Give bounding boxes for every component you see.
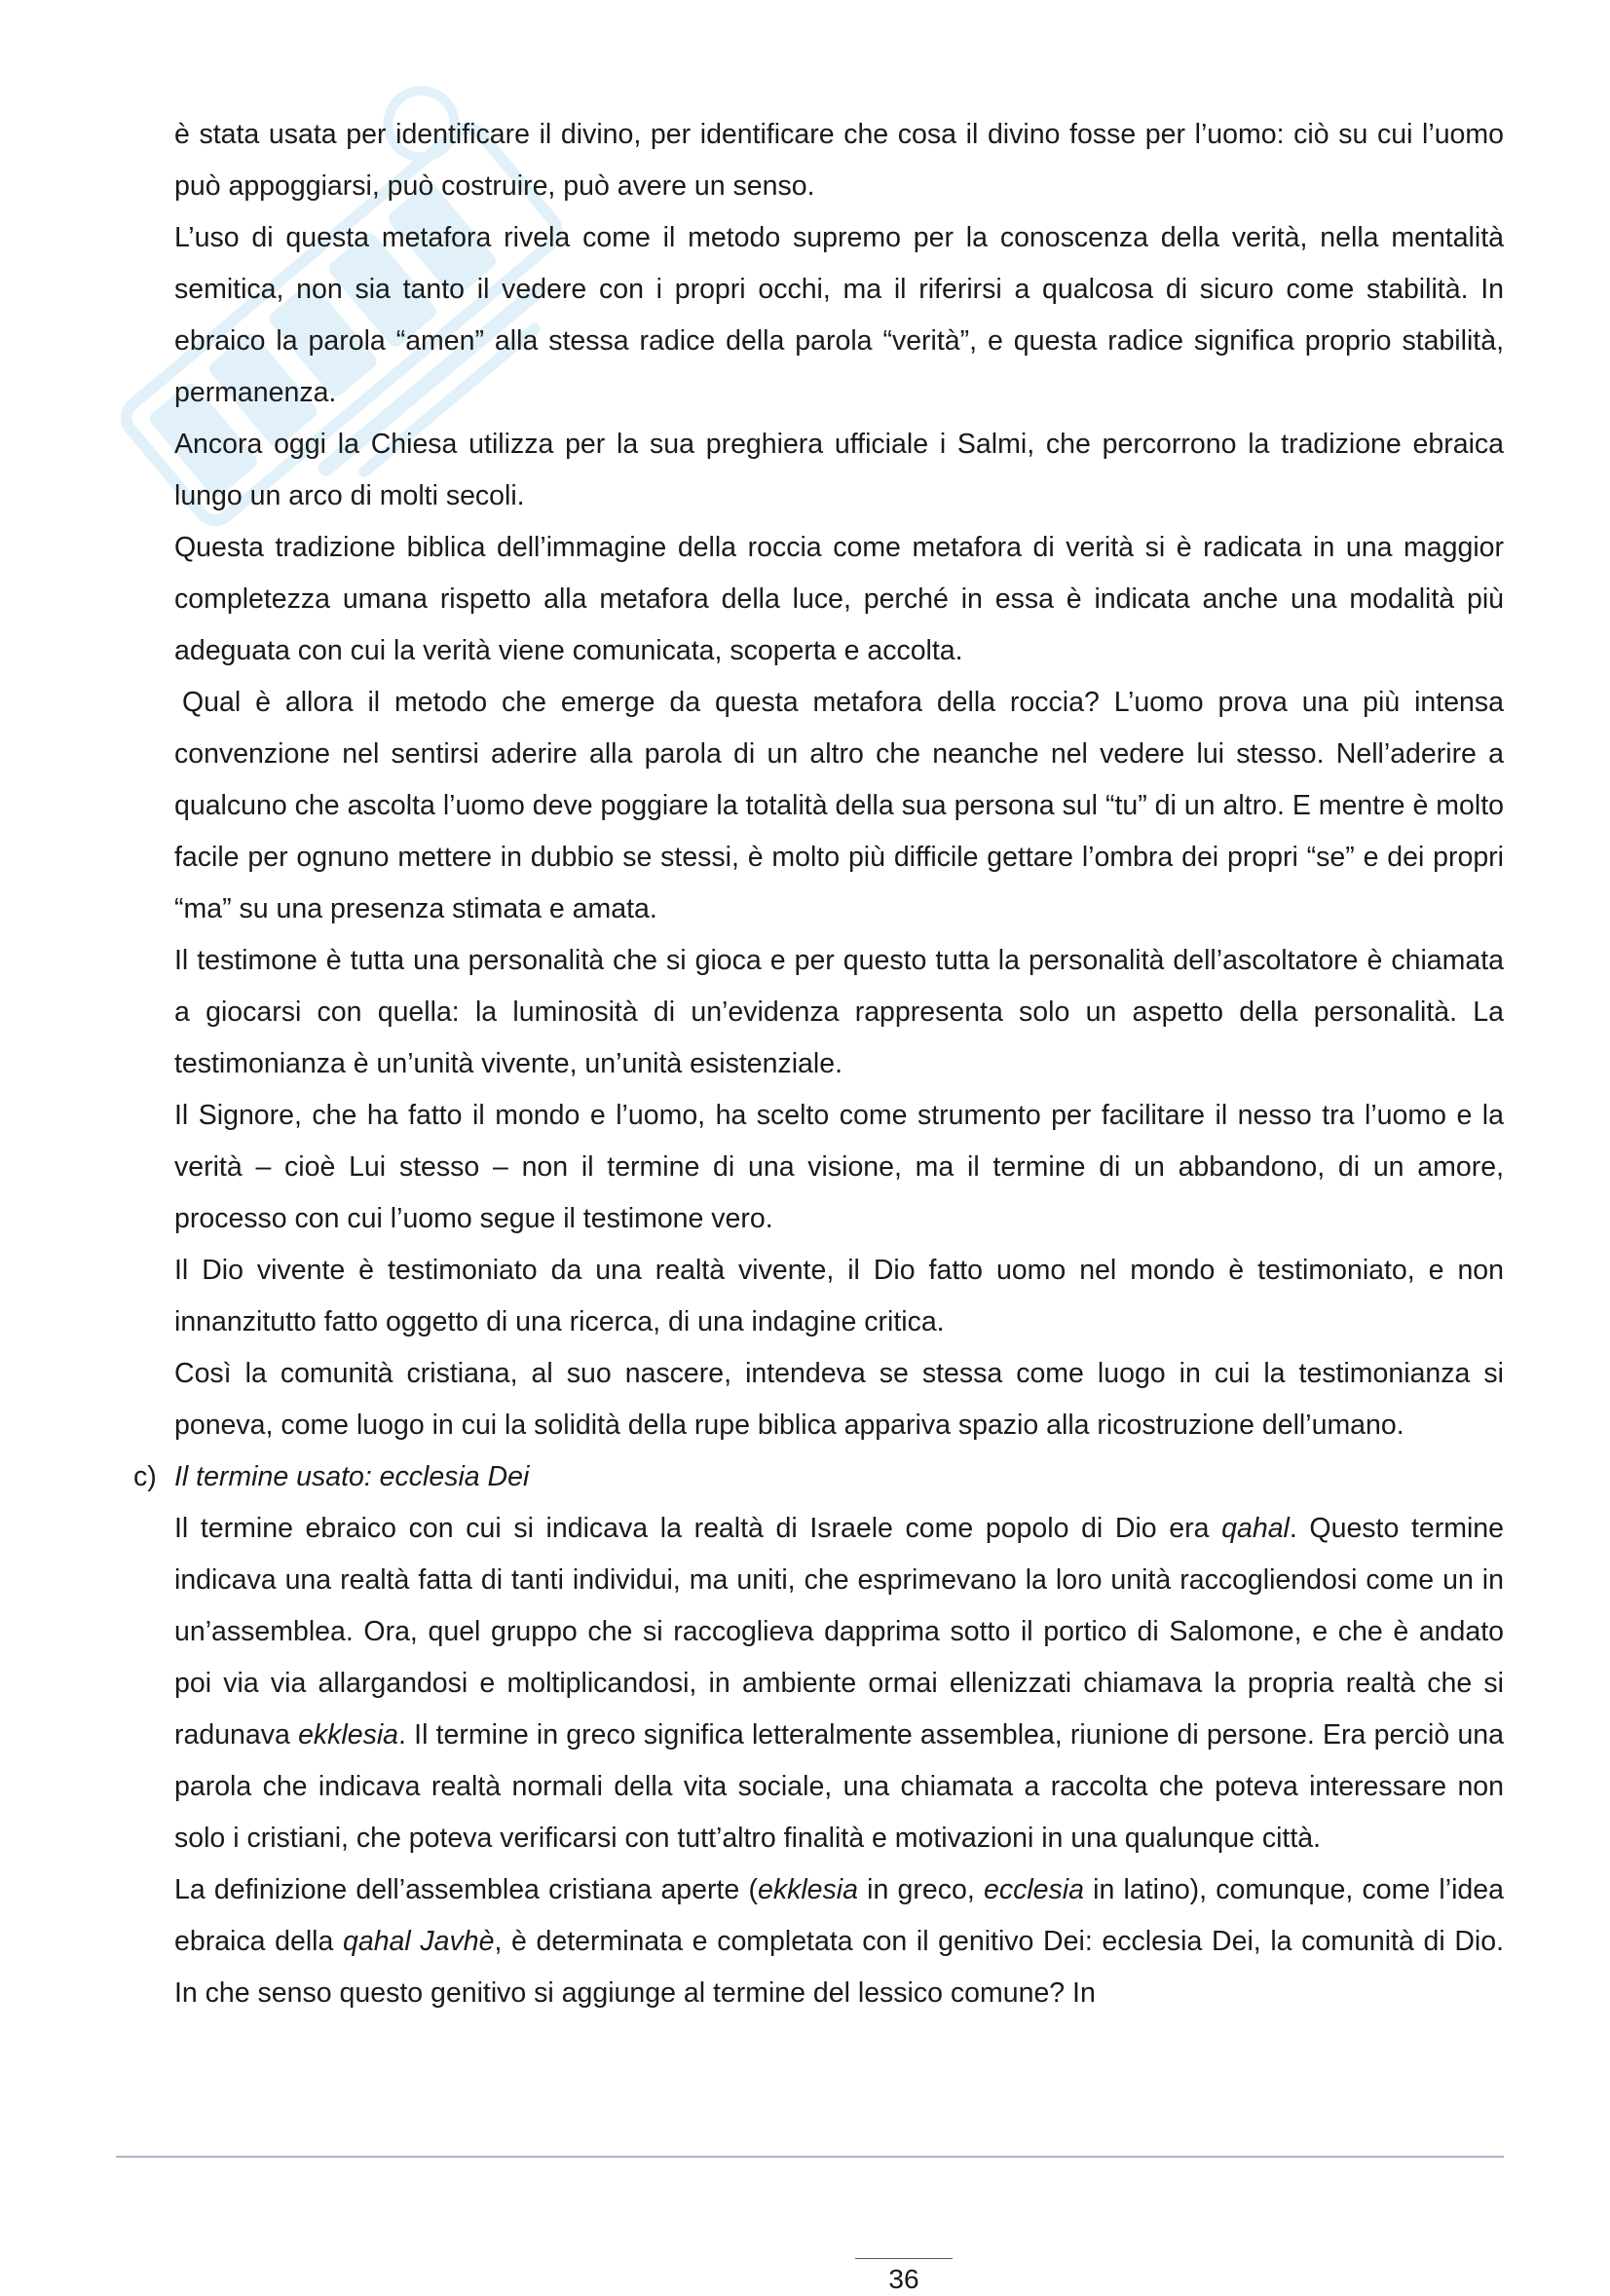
footer-divider bbox=[116, 2156, 1504, 2158]
paragraph bbox=[174, 1864, 1504, 2019]
page-number-rule bbox=[855, 2258, 953, 2259]
italic-term: qahal Javhè bbox=[343, 1926, 495, 1957]
paragraph bbox=[174, 1503, 1504, 1864]
italic-term: qahal bbox=[1221, 1513, 1290, 1544]
text-run: in latino), comunque, come l’idea ebraica della bbox=[174, 1874, 1504, 1957]
text-run: La definizione dell’assemblea cristiana aperte ( bbox=[174, 1874, 758, 1905]
page-number: 36 bbox=[888, 2264, 919, 2294]
paragraph: Il Dio vivente è testimoniato da una realtà vivente, il Dio fatto uomo nel mondo è testimoniato, e non innanzitutto fatto oggetto di una ricerca, di una indagine critica. bbox=[174, 1255, 1504, 1337]
document-body bbox=[133, 109, 1504, 2019]
paragraph: Così la comunità cristiana, al suo nascere, intendeva se stessa come luogo in cui la testimonianza si poneva, come luogo in cui la solidità della rupe biblica appariva spazio alla ricostruzione dell’umano. bbox=[174, 1358, 1504, 1441]
paragraph: L’uso di questa metafora rivela come il metodo supremo per la conoscenza della verità, nella mentalità semitica, non sia tanto il vedere con i propri occhi, ma il riferirsi a qualcosa di sicuro come stabilità. In ebraico la parola “amen” alla stessa radice della parola “verità”, e questa radice significa proprio stabilità, permanenza. bbox=[174, 222, 1504, 408]
italic-term: ekklesia bbox=[757, 1874, 858, 1905]
text-run: , è determinata e completata con il genitivo Dei: ecclesia Dei, la comunità di Dio. In che senso questo genitivo si aggiunge al termine del lessico comune? In bbox=[174, 1926, 1504, 2009]
page-footer bbox=[855, 2258, 953, 2296]
paragraph: Questa tradizione biblica dell’immagine della roccia come metafora di verità si è radicata in una maggior completezza umana rispetto alla metafora della luce, perché in essa è indicata anche una modalità più adeguata con cui la verità viene comunicata, scoperta e accolta. bbox=[174, 532, 1504, 666]
text-run: . Il termine in greco significa letteralmente assemblea, riunione di persone. Era perciò una parola che indicava realtà normali della vita sociale, una chiamata a raccolta che poteva interessare non solo i cristiani, che poteva verificarsi con tutt’altro finalità e motivazioni in una qualunque città. bbox=[174, 1719, 1504, 1854]
paragraph: Il testimone è tutta una personalità che si gioca e per questo tutta la personalità dell’ascoltatore è chiamata a giocarsi con quella: la luminosità di un’evidenza rappresenta solo un aspetto della personalità. La testimonianza è un’unità vivente, un’unità esistenziale. bbox=[174, 945, 1504, 1079]
section-heading bbox=[133, 1451, 1504, 1503]
section-title: Il termine usato: ecclesia Dei bbox=[174, 1461, 530, 1492]
section-marker: c) bbox=[133, 1461, 157, 1492]
paragraph: è stata usata per identificare il divino, per identificare che cosa il divino fosse per l’uomo: ciò su cui l’uomo può appoggiarsi, può costruire, può avere un senso. bbox=[174, 119, 1504, 202]
paragraph: Qual è allora il metodo che emerge da questa metafora della roccia? L’uomo prova una più intensa convenzione nel sentirsi aderire alla parola di un altro che neanche nel vedere lui stesso. Nell’aderire a qualcuno che ascolta l’uomo deve poggiare la totalità della sua persona sul “tu” di un altro. E mentre è molto facile per ognuno mettere in dubbio se stessi, è molto più difficile gettare l’ombra dei propri “se” e dei propri “ma” su una presenza stimata e amata. bbox=[174, 687, 1504, 924]
text-run: . Questo termine indicava una realtà fatta di tanti individui, ma uniti, che esprimevano la loro unità raccogliendosi come un in un’assemblea. Ora, quel gruppo che si raccoglieva dapprima sotto il portico di Salomone, e che è andato poi via via allargandosi e moltiplicandosi, in ambiente ormai ellenizzati chiamava la propria realtà che si radunava bbox=[174, 1513, 1504, 1750]
italic-term: ekklesia bbox=[298, 1719, 399, 1750]
text-run: Il termine ebraico con cui si indicava la realtà di Israele come popolo di Dio era bbox=[174, 1513, 1222, 1544]
paragraph: Il Signore, che ha fatto il mondo e l’uomo, ha scelto come strumento per facilitare il nesso tra l’uomo e la verità – cioè Lui stesso – non il termine di una visione, ma il termine di un abbandono, di un amore, processo con cui l’uomo segue il testimone vero. bbox=[174, 1100, 1504, 1234]
text-run: in greco, bbox=[857, 1874, 984, 1905]
paragraph: Ancora oggi la Chiesa utilizza per la sua preghiera ufficiale i Salmi, che percorrono la tradizione ebraica lungo un arco di molti secoli. bbox=[174, 429, 1504, 511]
italic-term: ecclesia bbox=[983, 1874, 1084, 1905]
